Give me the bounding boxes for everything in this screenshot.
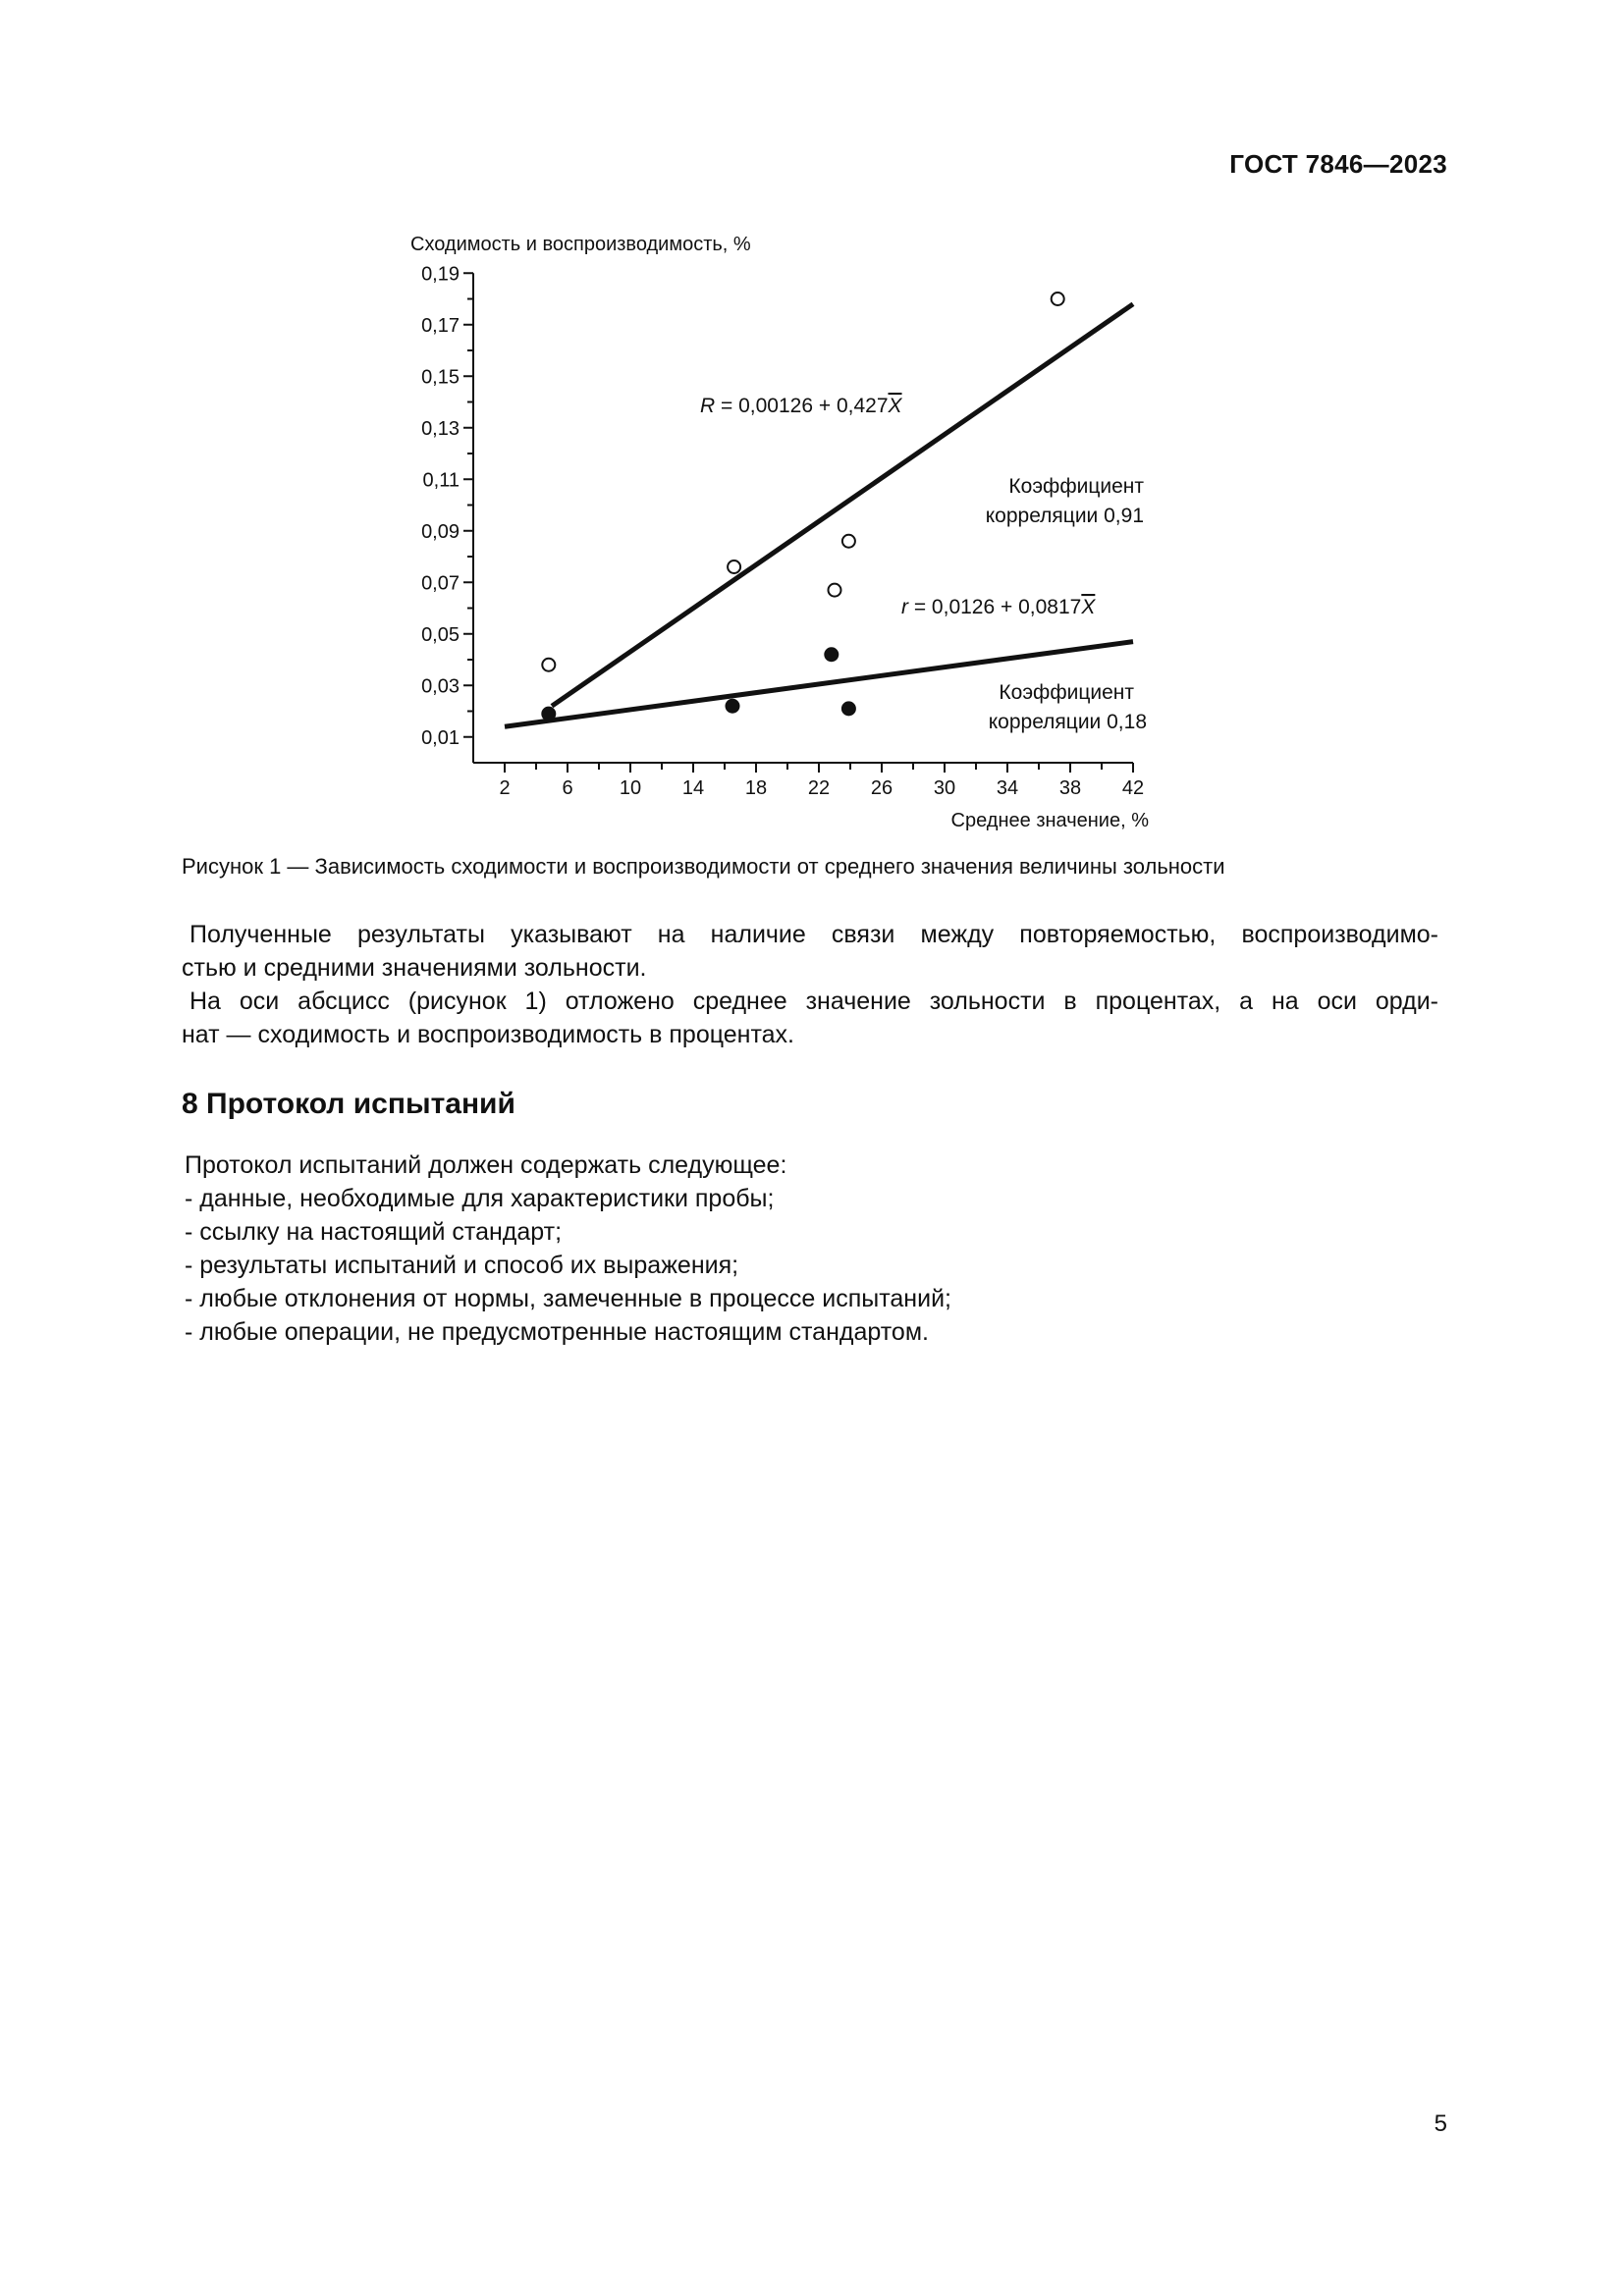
correlation-R-line1: Коэффициент — [1008, 475, 1144, 498]
section-8-title: 8 Протокол испытаний — [182, 1088, 515, 1120]
x-tick-label: 14 — [681, 777, 705, 799]
equation-R-symbol: R — [700, 395, 716, 417]
x-tick-label: 34 — [996, 777, 1019, 799]
paragraph-results-line1: Полученные результаты указывают на наличие связи между повторяемостью, воспроизводимо- — [189, 921, 1438, 948]
x-tick-label: 22 — [807, 777, 831, 799]
list-item: - любые отклонения от нормы, замеченные в процессе испытаний; — [185, 1285, 951, 1312]
y-tick-label: 0,17 — [421, 314, 460, 337]
equation-r — [901, 596, 1096, 618]
x-axis-label: Среднее значение, % — [950, 810, 1149, 831]
correlation-chart — [0, 0, 1624, 864]
section-8-intro: Протокол испытаний должен содержать следующее: — [185, 1151, 787, 1179]
document-header: ГОСТ 7846—2023 — [1229, 149, 1447, 179]
list-item: - результаты испытаний и способ их выражения; — [185, 1252, 739, 1279]
equation-r-xbar: X — [1081, 596, 1096, 618]
y-tick-label: 0,03 — [421, 675, 460, 698]
data-point-filled — [841, 702, 855, 716]
x-tick-label: 42 — [1121, 777, 1145, 799]
data-point-open — [829, 584, 841, 597]
equation-R — [700, 395, 903, 417]
equation-R-xbar: X — [888, 395, 902, 417]
paragraph-axes-line2: нат — сходимость и воспроизводимость в процентах. — [182, 1021, 794, 1048]
data-point-filled — [542, 707, 556, 721]
list-item: - ссылку на настоящий стандарт; — [185, 1218, 563, 1246]
x-tick-label: 26 — [870, 777, 893, 799]
list-item: - данные, необходимые для характеристики пробы; — [185, 1185, 775, 1212]
data-point-open — [542, 659, 555, 671]
y-tick-label: 0,07 — [421, 572, 460, 595]
figure-1 — [0, 0, 1624, 864]
x-tick-label: 30 — [933, 777, 956, 799]
y-tick-label: 0,09 — [421, 520, 460, 543]
correlation-R-line2: корреляции 0,91 — [985, 505, 1144, 527]
equation-r-symbol: r — [901, 596, 908, 618]
data-point-filled — [726, 699, 739, 713]
section-8-list — [185, 1148, 951, 1349]
data-point-open — [842, 535, 855, 548]
y-tick-label: 0,05 — [421, 623, 460, 646]
paragraph-axes-line1: На оси абсцисс (рисунок 1) отложено среднее значение зольности в процентах, а на оси орди- — [189, 988, 1438, 1015]
equation-R-body: = 0,00126 + 0,427 — [715, 395, 889, 417]
y-tick-label: 0,13 — [421, 417, 460, 440]
paragraph-results — [182, 918, 1438, 985]
y-tick-label: 0,19 — [421, 263, 460, 286]
y-tick-label: 0,11 — [422, 469, 460, 492]
x-tick-label: 38 — [1058, 777, 1082, 799]
paragraph-results-line2: стью и средними значениями зольности. — [182, 954, 647, 982]
y-tick-label: 0,15 — [421, 366, 460, 389]
paragraph-axes — [182, 985, 1438, 1051]
data-point-filled — [825, 648, 839, 662]
figure-caption: Рисунок 1 — Зависимость сходимости и воспроизводимости от среднего значения величины зольности — [182, 854, 1225, 879]
correlation-r-line1: Коэффициент — [999, 681, 1134, 704]
x-tick-label: 18 — [744, 777, 768, 799]
y-tick-label: 0,01 — [421, 726, 460, 749]
correlation-r-line2: корреляции 0,18 — [988, 711, 1147, 733]
y-axis-label: Сходимость и воспроизводимость, % — [410, 234, 751, 255]
x-tick-label: 6 — [562, 777, 573, 799]
x-tick-label: 2 — [499, 777, 511, 799]
equation-r-body: = 0,0126 + 0,0817 — [908, 596, 1082, 618]
page-number: 5 — [1434, 2110, 1447, 2137]
data-point-open — [1052, 293, 1064, 305]
data-point-open — [728, 561, 740, 573]
list-item: - любые операции, не предусмотренные настоящим стандартом. — [185, 1318, 929, 1346]
x-tick-label: 10 — [619, 777, 642, 799]
